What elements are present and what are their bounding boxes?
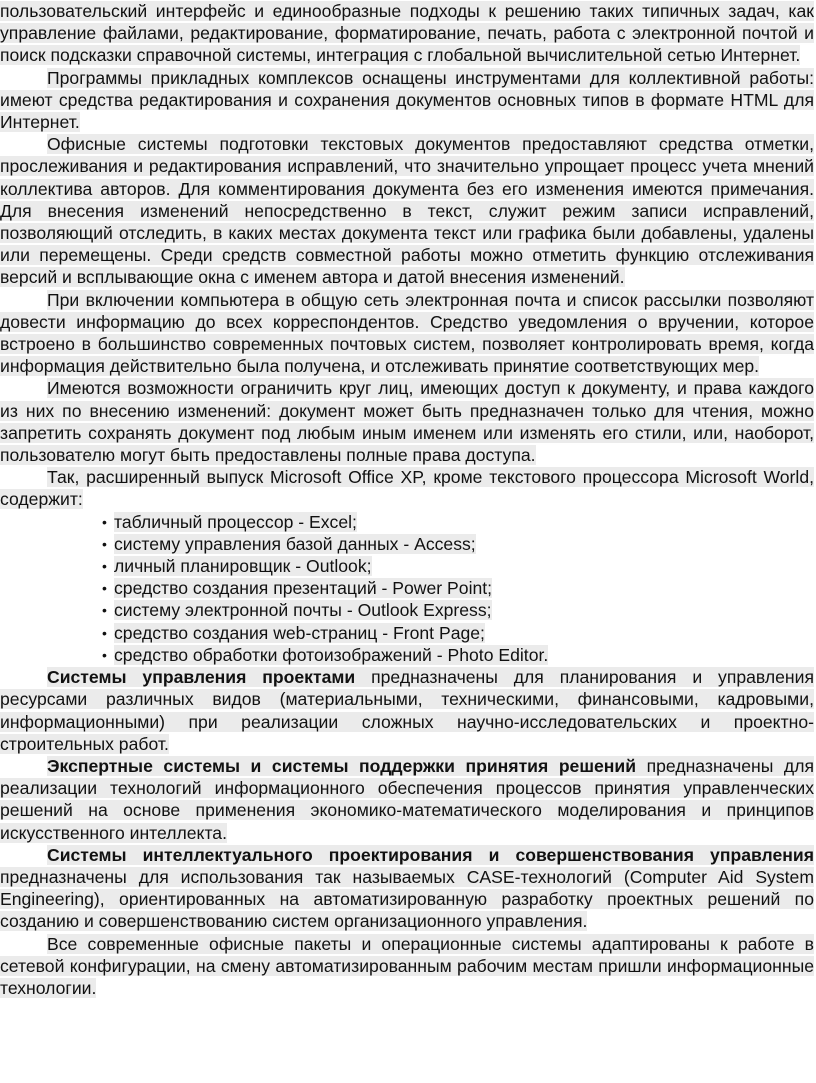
bullet-icon: •	[102, 602, 107, 619]
list-item	[102, 577, 814, 599]
paragraph-text: предназначены для использования так называемых CASE-технологий (Computer Aid System Engineering), ориентированных на автоматизированную разработку проектных решений по созданию и совершенствованию систем организационного управления.	[0, 866, 814, 932]
paragraph-text: При включении компьютера в общую сеть электронная почта и список рассылки позволяют довести информацию до всех корреспондентов. Средство уведомления о вручении, которое встроено в большинство современных почтовых систем, позволяет контролировать время, когда информация действительно была получена, и отслеживать принятие соответствующих мер.	[0, 289, 814, 377]
list-item-text: личный планировщик - Outlook;	[114, 556, 372, 577]
paragraph-expert-systems	[0, 755, 814, 844]
bullet-icon: •	[102, 513, 107, 530]
list-item	[102, 644, 814, 666]
paragraph-project-management	[0, 666, 814, 755]
list-item	[102, 555, 814, 577]
list-item-text: средство создания web-страниц - Front Page;	[114, 622, 485, 643]
paragraph-text-processing	[0, 133, 814, 288]
bullet-icon: •	[102, 535, 107, 552]
list-item	[102, 622, 814, 644]
list-item-text: табличный процессор - Excel;	[114, 511, 357, 532]
paragraph-text: Офисные системы подготовки текстовых документов предоставляют средства отметки, прослеживания и редактирования исправлений, что значительно упрощает процесс учета мнений коллектива авторов. Для комментирования документа без его изменения имеются примечания. Для внесения изменений непосредственно в текст, служит режим записи исправлений, позволяющий отследить, в каких местах документа текст или графика были добавлены, удалены или перемещены. Среди средств совместной работы можно отметить функцию отслеживания версий и всплывающие окна с именем автора и датой внесения изменений.	[0, 134, 814, 288]
list-item	[102, 599, 814, 621]
office-components-list	[0, 511, 814, 666]
paragraph-case-systems	[0, 844, 814, 933]
list-item	[102, 533, 814, 555]
term-heading: Системы управления проектами	[47, 667, 356, 688]
paragraph-text: пользовательский интерфейс и единообразные подходы к решению таких типичных задач, как управление файлами, редактирование, форматирование, печать, работа с электронной почтой и поиск подсказки справочной системы, интеграция с глобальной вычислительной сетью Интернет.	[0, 1, 814, 66]
list-item-text: средство создания презентаций - Power Point;	[114, 578, 493, 599]
term-heading: Экспертные системы и системы поддержки принятия решений	[47, 755, 637, 776]
paragraph-text: предназначены для реализации технологий информационного обеспечения процессов принятия управленческих решений на основе применения экономико-математического моделирования и принципов искусственного интеллекта.	[0, 755, 814, 843]
bullet-icon: •	[102, 580, 107, 597]
paragraph-text: Так, расширенный выпуск Microsoft Office XP, кроме текстового процессора Microsoft World, содержит:	[0, 467, 814, 510]
paragraph-text: Программы прикладных комплексов оснащены инструментами для коллективной работы: имеют средства редактирования и сохранения документов основных типов в формате HTML для Интернет.	[0, 67, 814, 133]
paragraph-email	[0, 289, 814, 378]
paragraph-text: Все современные офисные пакеты и операционные системы адаптированы к работе в сетевой конфигурации, на смену автоматизированным рабочим местам пришли информационные технологии.	[0, 933, 814, 998]
paragraph-closing	[0, 933, 814, 1000]
term-heading: Системы интеллектуального проектирования и совершенствования управления	[47, 844, 814, 865]
paragraph-intro-continuation	[0, 0, 814, 67]
paragraph-office-xp	[0, 466, 814, 510]
bullet-icon: •	[102, 624, 107, 641]
bullet-icon: •	[102, 558, 107, 575]
list-item-text: систему электронной почты - Outlook Express;	[114, 600, 492, 621]
list-item-text: систему управления базой данных - Access;	[114, 533, 476, 554]
paragraph-text: предназначены для планирования и управления ресурсами различных видов (материальными, техническими, финансовыми, кадровыми, информационными) при реализации сложных научно-исследовательских и проектно-строительных работ.	[0, 667, 814, 754]
paragraph-collaboration-tools	[0, 67, 814, 134]
bullet-icon: •	[102, 646, 107, 663]
paragraph-access-rights	[0, 377, 814, 466]
list-item	[102, 511, 814, 533]
list-item-text: средство обработки фотоизображений - Photo Editor.	[114, 644, 549, 665]
paragraph-text: Имеются возможности ограничить круг лиц, имеющих доступ к документу, и права каждого из них по внесению изменений: документ может быть предназначен только для чтения, можно запретить сохранять документ под любым иным именем или изменять его стили, или, наоборот, пользователю могут быть предоставлены полные права доступа.	[0, 378, 814, 466]
